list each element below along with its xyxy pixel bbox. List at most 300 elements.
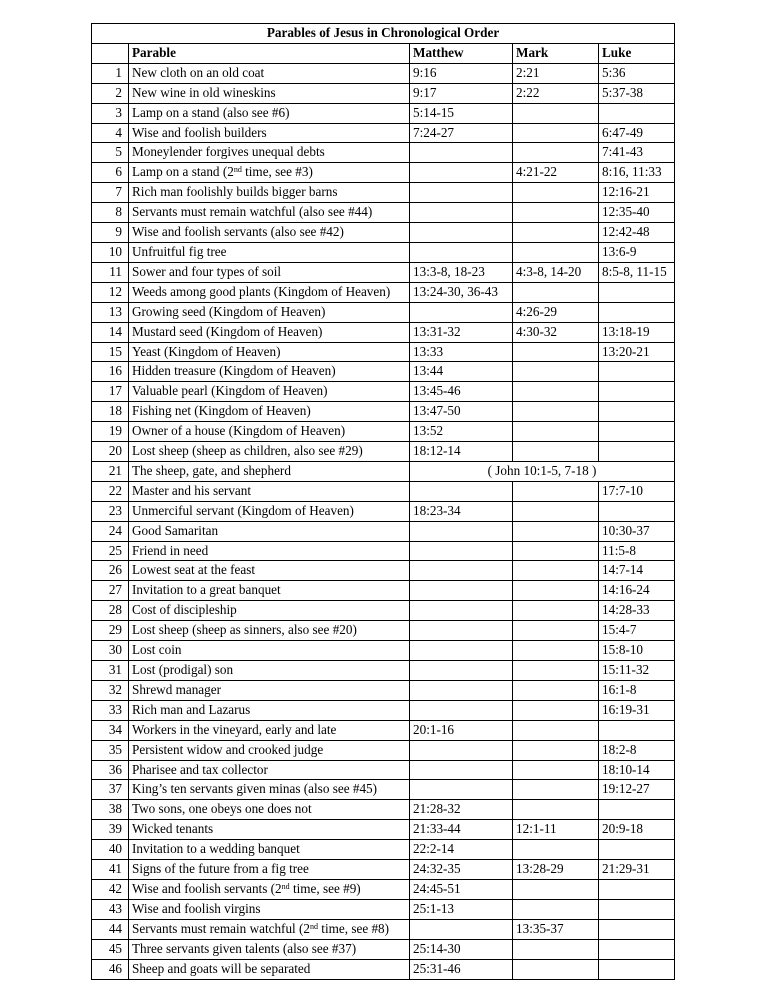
row-number: 19	[92, 422, 129, 442]
mark-ref	[513, 382, 599, 402]
mark-ref: 4:3-8, 14-20	[513, 262, 599, 282]
row-number: 30	[92, 641, 129, 661]
row-number: 43	[92, 899, 129, 919]
matthew-ref	[410, 661, 513, 681]
luke-ref: 16:19-31	[599, 700, 675, 720]
mark-ref	[513, 223, 599, 243]
row-number: 34	[92, 720, 129, 740]
table-row	[92, 262, 675, 282]
table-row	[92, 780, 675, 800]
table-row	[92, 461, 675, 481]
luke-ref: 17:7-10	[599, 481, 675, 501]
parable-text: Lost (prodigal) son	[132, 662, 234, 677]
parable-name	[129, 780, 410, 800]
parable-name	[129, 163, 410, 183]
luke-ref	[599, 362, 675, 382]
table-row	[92, 282, 675, 302]
parable-name	[129, 720, 410, 740]
matthew-ref: 21:33-44	[410, 820, 513, 840]
matthew-ref: 13:33	[410, 342, 513, 362]
mark-ref	[513, 680, 599, 700]
row-number: 36	[92, 760, 129, 780]
table-row	[92, 879, 675, 899]
table-row	[92, 899, 675, 919]
row-number: 26	[92, 561, 129, 581]
mark-ref	[513, 501, 599, 521]
parable-text: Unfruitful fig tree	[132, 243, 227, 259]
mark-ref	[513, 521, 599, 541]
parable-text: Sheep and goats will be separated	[132, 960, 311, 976]
parable-text: Wise and foolish servants (2	[132, 880, 282, 896]
mark-ref: 2:22	[513, 83, 599, 103]
matthew-ref	[410, 183, 513, 203]
parable-text: Invitation to a great banquet	[132, 582, 281, 598]
parable-text: King’s ten servants given minas (also see #45)	[132, 781, 378, 797]
luke-ref	[599, 879, 675, 899]
parable-text: Wicked tenants	[132, 821, 214, 837]
row-number: 3	[92, 103, 129, 123]
parable-text: Lost sheep (sheep as children, also see #29)	[132, 443, 363, 459]
luke-ref: 18:2-8	[599, 740, 675, 760]
table-row	[92, 601, 675, 621]
luke-ref: 15:4-7	[599, 621, 675, 641]
row-number: 17	[92, 382, 129, 402]
parable-text: Rich man foolishly builds bigger barns	[132, 184, 338, 200]
row-number: 22	[92, 481, 129, 501]
parable-text: New cloth on an old coat	[132, 64, 265, 80]
table-row	[92, 939, 675, 959]
parable-text: Workers in the vineyard, early and late	[132, 721, 337, 737]
matthew-ref	[410, 680, 513, 700]
mark-ref: 4:26-29	[513, 302, 599, 322]
row-number: 38	[92, 800, 129, 820]
table-row	[92, 322, 675, 342]
parable-name	[129, 461, 410, 481]
row-number: 25	[92, 541, 129, 561]
table-row	[92, 740, 675, 760]
mark-ref: 12:1-11	[513, 820, 599, 840]
parable-name	[129, 183, 410, 203]
parable-name	[129, 322, 410, 342]
mark-ref	[513, 103, 599, 123]
matthew-ref	[410, 561, 513, 581]
mark-ref	[513, 123, 599, 143]
parable-text: Lost sheep (sheep as sinners, also see #20)	[132, 622, 357, 638]
table-row	[92, 362, 675, 382]
parable-text: Servants must remain watchful (2	[132, 920, 310, 936]
mark-ref	[513, 720, 599, 740]
matthew-ref: 18:23-34	[410, 501, 513, 521]
table-row	[92, 422, 675, 442]
parable-name	[129, 382, 410, 402]
mark-ref: 4:21-22	[513, 163, 599, 183]
table-row	[92, 83, 675, 103]
row-number: 46	[92, 959, 129, 979]
parables-table	[91, 23, 675, 980]
mark-ref	[513, 442, 599, 462]
table-row	[92, 680, 675, 700]
parable-name	[129, 203, 410, 223]
mark-ref	[513, 143, 599, 163]
luke-ref: 20:9-18	[599, 820, 675, 840]
table-row	[92, 561, 675, 581]
parable-text-continued: time, see #9)	[289, 880, 361, 896]
parable-text: Servants must remain watchful (also see #44)	[132, 204, 373, 220]
matthew-ref: 7:24-27	[410, 123, 513, 143]
parable-name	[129, 740, 410, 760]
table-row	[92, 800, 675, 820]
header-row	[92, 43, 675, 63]
matthew-ref	[410, 581, 513, 601]
parable-text: Unmerciful servant (Kingdom of Heaven)	[132, 502, 354, 518]
mark-ref: 2:21	[513, 63, 599, 83]
row-number: 12	[92, 282, 129, 302]
mark-ref	[513, 641, 599, 661]
luke-ref: 21:29-31	[599, 860, 675, 880]
parable-name	[129, 641, 410, 661]
matthew-ref	[410, 621, 513, 641]
mark-ref	[513, 959, 599, 979]
luke-ref	[599, 103, 675, 123]
luke-ref	[599, 959, 675, 979]
matthew-ref: 13:47-50	[410, 402, 513, 422]
row-number: 42	[92, 879, 129, 899]
parable-name	[129, 700, 410, 720]
row-number: 2	[92, 83, 129, 103]
parable-name	[129, 362, 410, 382]
header-number-blank	[92, 43, 129, 63]
parable-name	[129, 302, 410, 322]
luke-ref: 11:5-8	[599, 541, 675, 561]
parable-text: Cost of discipleship	[132, 602, 237, 618]
parable-text-continued: time, see #3)	[241, 164, 313, 180]
parable-name	[129, 919, 410, 939]
parable-name	[129, 521, 410, 541]
table-row	[92, 919, 675, 939]
matthew-ref: 21:28-32	[410, 800, 513, 820]
parable-text: Sower and four types of soil	[132, 263, 282, 279]
parable-name	[129, 481, 410, 501]
luke-ref: 6:47-49	[599, 123, 675, 143]
matthew-ref	[410, 601, 513, 621]
matthew-ref	[410, 521, 513, 541]
matthew-ref: 5:14-15	[410, 103, 513, 123]
table-row	[92, 402, 675, 422]
table-row	[92, 63, 675, 83]
matthew-ref: 25:14-30	[410, 939, 513, 959]
parable-text: Wise and foolish builders	[132, 124, 267, 140]
row-number: 35	[92, 740, 129, 760]
row-number: 27	[92, 581, 129, 601]
table-row	[92, 760, 675, 780]
matthew-ref: 13:31-32	[410, 322, 513, 342]
matthew-ref: 9:16	[410, 63, 513, 83]
row-number: 45	[92, 939, 129, 959]
mark-ref	[513, 561, 599, 581]
mark-ref: 4:30-32	[513, 322, 599, 342]
header-matthew: Matthew	[410, 43, 513, 63]
parable-text: Friend in need	[132, 542, 209, 558]
row-number: 6	[92, 163, 129, 183]
title-row	[92, 24, 675, 44]
table-row	[92, 641, 675, 661]
mark-ref	[513, 899, 599, 919]
table-row	[92, 183, 675, 203]
matthew-ref: 18:12-14	[410, 442, 513, 462]
parable-text: Hidden treasure (Kingdom of Heaven)	[132, 363, 336, 379]
table-body	[92, 63, 675, 979]
table-row	[92, 302, 675, 322]
parable-name	[129, 63, 410, 83]
table-row	[92, 541, 675, 561]
table-row	[92, 720, 675, 740]
parable-name	[129, 262, 410, 282]
table-row	[92, 163, 675, 183]
parable-name	[129, 282, 410, 302]
parable-text: Lamp on a stand (also see #6)	[132, 104, 290, 120]
parable-name	[129, 959, 410, 979]
parable-text: Signs of the future from a fig tree	[132, 861, 309, 877]
john-reference: ( John 10:1-5, 7-18 )	[410, 461, 675, 481]
parables-document	[91, 23, 675, 980]
mark-ref	[513, 879, 599, 899]
table-row	[92, 123, 675, 143]
matthew-ref: 20:1-16	[410, 720, 513, 740]
mark-ref	[513, 780, 599, 800]
table-row	[92, 820, 675, 840]
luke-ref: 10:30-37	[599, 521, 675, 541]
parable-text: The sheep, gate, and shepherd	[132, 462, 291, 478]
mark-ref	[513, 481, 599, 501]
table-row	[92, 959, 675, 979]
table-row	[92, 501, 675, 521]
matthew-ref	[410, 203, 513, 223]
row-number: 39	[92, 820, 129, 840]
mark-ref	[513, 203, 599, 223]
row-number: 7	[92, 183, 129, 203]
luke-ref	[599, 899, 675, 919]
matthew-ref: 13:44	[410, 362, 513, 382]
parable-name	[129, 621, 410, 641]
mark-ref	[513, 282, 599, 302]
header-mark: Mark	[513, 43, 599, 63]
matthew-ref	[410, 541, 513, 561]
row-number: 11	[92, 262, 129, 282]
mark-ref	[513, 661, 599, 681]
table-row	[92, 481, 675, 501]
luke-ref: 12:35-40	[599, 203, 675, 223]
parable-text: Wise and foolish virgins	[132, 900, 261, 916]
mark-ref: 13:28-29	[513, 860, 599, 880]
luke-ref: 13:20-21	[599, 342, 675, 362]
table-row	[92, 442, 675, 462]
row-number: 24	[92, 521, 129, 541]
table-row	[92, 860, 675, 880]
luke-ref	[599, 282, 675, 302]
matthew-ref	[410, 242, 513, 262]
header-luke: Luke	[599, 43, 675, 63]
matthew-ref: 13:3-8, 18-23	[410, 262, 513, 282]
mark-ref	[513, 541, 599, 561]
parable-name	[129, 561, 410, 581]
row-number: 29	[92, 621, 129, 641]
luke-ref: 5:36	[599, 63, 675, 83]
matthew-ref: 24:32-35	[410, 860, 513, 880]
mark-ref	[513, 422, 599, 442]
parable-name	[129, 541, 410, 561]
luke-ref	[599, 501, 675, 521]
row-number: 10	[92, 242, 129, 262]
parable-name	[129, 939, 410, 959]
row-number: 23	[92, 501, 129, 521]
parable-text: Lost coin	[132, 642, 182, 658]
parable-name	[129, 840, 410, 860]
ordinal-superscript: nd	[233, 165, 242, 175]
parable-text: New wine in old wineskins	[132, 84, 276, 100]
row-number: 8	[92, 203, 129, 223]
luke-ref	[599, 442, 675, 462]
row-number: 31	[92, 661, 129, 681]
table-row	[92, 242, 675, 262]
matthew-ref	[410, 780, 513, 800]
row-number: 16	[92, 362, 129, 382]
table-title: Parables of Jesus in Chronological Order	[92, 24, 675, 44]
parable-name	[129, 143, 410, 163]
table-row	[92, 840, 675, 860]
ordinal-superscript: nd	[310, 921, 318, 931]
luke-ref	[599, 939, 675, 959]
row-number: 40	[92, 840, 129, 860]
luke-ref: 14:28-33	[599, 601, 675, 621]
matthew-ref	[410, 223, 513, 243]
row-number: 14	[92, 322, 129, 342]
matthew-ref	[410, 700, 513, 720]
luke-ref	[599, 800, 675, 820]
matthew-ref: 9:17	[410, 83, 513, 103]
mark-ref	[513, 402, 599, 422]
parable-text: Weeds among good plants (Kingdom of Heaven)	[132, 283, 391, 299]
parable-text: Growing seed (Kingdom of Heaven)	[132, 303, 326, 319]
luke-ref	[599, 840, 675, 860]
matthew-ref: 25:31-46	[410, 959, 513, 979]
matthew-ref	[410, 641, 513, 661]
luke-ref: 8:5-8, 11-15	[599, 262, 675, 282]
luke-ref	[599, 402, 675, 422]
row-number: 1	[92, 63, 129, 83]
mark-ref	[513, 601, 599, 621]
matthew-ref: 24:45-51	[410, 879, 513, 899]
mark-ref	[513, 840, 599, 860]
table-row	[92, 103, 675, 123]
matthew-ref: 22:2-14	[410, 840, 513, 860]
header-parable: Parable	[129, 43, 410, 63]
table-row	[92, 342, 675, 362]
luke-ref: 14:16-24	[599, 581, 675, 601]
parable-name	[129, 501, 410, 521]
luke-ref: 7:41-43	[599, 143, 675, 163]
parable-name	[129, 899, 410, 919]
row-number: 9	[92, 223, 129, 243]
mark-ref	[513, 581, 599, 601]
row-number: 18	[92, 402, 129, 422]
parable-name	[129, 342, 410, 362]
matthew-ref	[410, 740, 513, 760]
luke-ref: 19:12-27	[599, 780, 675, 800]
luke-ref	[599, 422, 675, 442]
parable-name	[129, 242, 410, 262]
parable-text: Two sons, one obeys one does not	[132, 801, 312, 817]
row-number: 20	[92, 442, 129, 462]
mark-ref	[513, 800, 599, 820]
mark-ref	[513, 700, 599, 720]
parable-name	[129, 661, 410, 681]
parable-text: Good Samaritan	[132, 522, 219, 538]
row-number: 21	[92, 461, 129, 481]
parable-name	[129, 680, 410, 700]
luke-ref: 8:16, 11:33	[599, 163, 675, 183]
mark-ref	[513, 621, 599, 641]
row-number: 15	[92, 342, 129, 362]
luke-ref	[599, 302, 675, 322]
matthew-ref: 13:45-46	[410, 382, 513, 402]
matthew-ref: 13:52	[410, 422, 513, 442]
row-number: 37	[92, 780, 129, 800]
parable-text: Lowest seat at the feast	[132, 562, 256, 578]
row-number: 28	[92, 601, 129, 621]
matthew-ref	[410, 919, 513, 939]
luke-ref: 12:16-21	[599, 183, 675, 203]
matthew-ref	[410, 163, 513, 183]
ordinal-superscript: nd	[281, 881, 290, 891]
parable-text: Master and his servant	[132, 482, 252, 498]
luke-ref: 14:7-14	[599, 561, 675, 581]
luke-ref	[599, 720, 675, 740]
parable-name	[129, 123, 410, 143]
luke-ref: 13:6-9	[599, 242, 675, 262]
parable-text: Mustard seed (Kingdom of Heaven)	[132, 323, 323, 339]
matthew-ref	[410, 481, 513, 501]
luke-ref: 12:42-48	[599, 223, 675, 243]
luke-ref: 15:11-32	[599, 661, 675, 681]
matthew-ref	[410, 143, 513, 163]
table-row	[92, 521, 675, 541]
table-row	[92, 661, 675, 681]
parable-name	[129, 601, 410, 621]
parable-text: Pharisee and tax collector	[132, 761, 268, 777]
row-number: 44	[92, 919, 129, 939]
table-row	[92, 143, 675, 163]
luke-ref	[599, 919, 675, 939]
parable-text: Lamp on a stand (2	[132, 164, 234, 180]
luke-ref: 5:37-38	[599, 83, 675, 103]
parable-text: Fishing net (Kingdom of Heaven)	[132, 403, 311, 419]
matthew-ref	[410, 760, 513, 780]
parable-name	[129, 760, 410, 780]
row-number: 13	[92, 302, 129, 322]
mark-ref	[513, 760, 599, 780]
parable-name	[129, 422, 410, 442]
parable-text: Rich man and Lazarus	[132, 701, 251, 717]
luke-ref: 13:18-19	[599, 322, 675, 342]
table-row	[92, 581, 675, 601]
mark-ref	[513, 242, 599, 262]
mark-ref	[513, 362, 599, 382]
parable-text: Owner of a house (Kingdom of Heaven)	[132, 423, 346, 439]
table-row	[92, 621, 675, 641]
parable-name	[129, 860, 410, 880]
parable-name	[129, 879, 410, 899]
table-row	[92, 382, 675, 402]
